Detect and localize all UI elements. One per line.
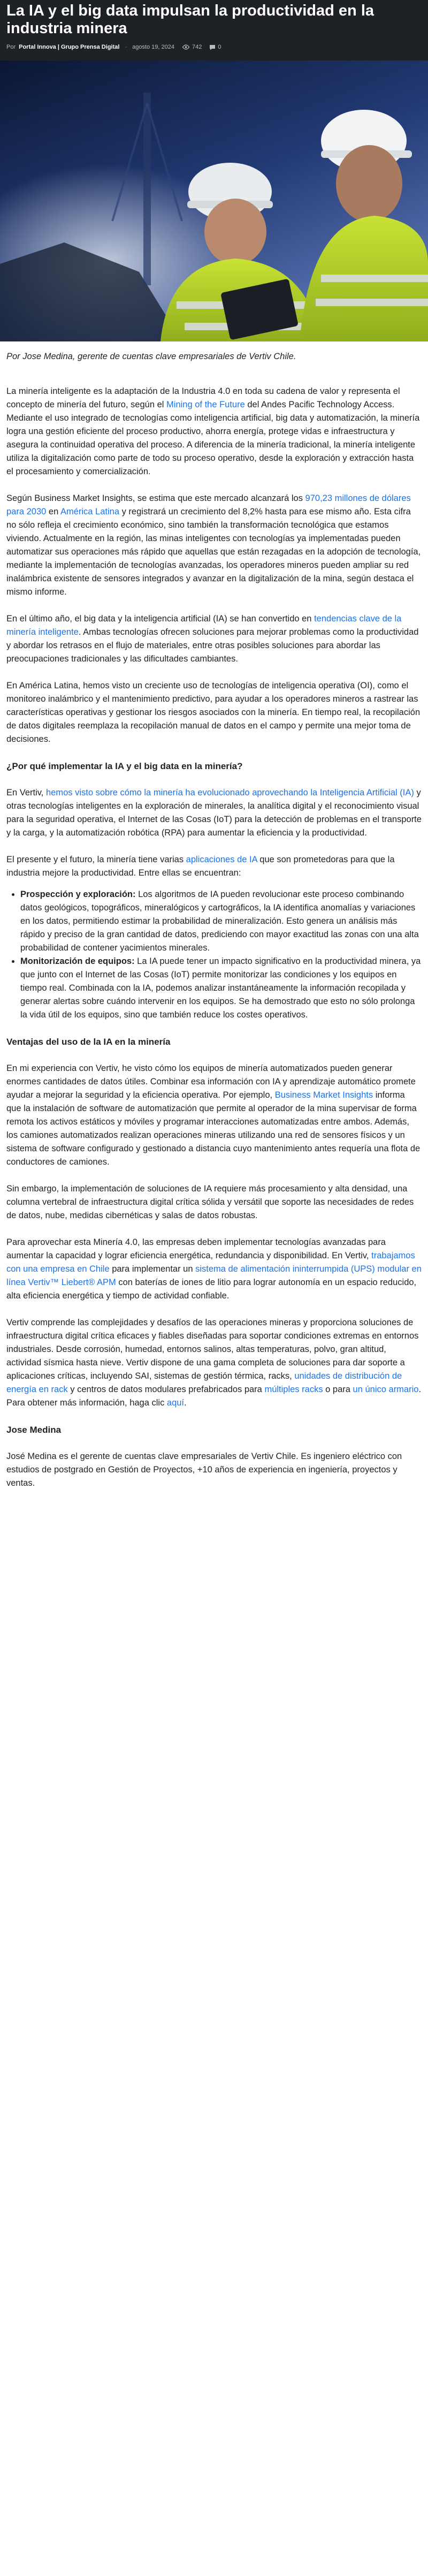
paragraph-text: La minería inteligente es la adaptación de la Industria 4.0 en toda su cadena de valor y representa el concepto de minería del futuro, según el xyxy=(6,386,400,409)
paragraph xyxy=(6,612,422,666)
article-title: La IA y el big data impulsan la productividad en la industria minera xyxy=(6,2,374,37)
market-value-link[interactable]: 970,23 millones de dólares para 2030 xyxy=(6,493,411,516)
paragraph-text: y otras tecnologías inteligentes en la exploración de minerales, la analítica digital y el reconocimiento visual para la seguridad operativa, el Internet de las Cosas (IoT) para la detección de problemas en el transporte y la carga, y la automatización robótica (RPA) para aumentar la eficiencia y la productividad. xyxy=(6,788,422,838)
benefits-list xyxy=(6,888,422,1022)
views-count: 742 xyxy=(192,44,202,50)
section-heading-why: ¿Por qué implementar la IA y el big data en la minería? xyxy=(6,761,243,771)
article-meta xyxy=(6,44,221,50)
paragraph-text: Vertiv comprende las complejidades y desafíos de las operaciones mineras y proporciona soluciones de infraestructura digital crítica eficaces y fiables diseñadas para soportar condiciones extremas en entornos industriales. Desde corrosión, humedad, entornos salinos, altas temperaturas, polvo, gran altitud, actividad sísmica hasta nieve. Vertiv dispone de una gama completa de soluciones para dar soporte a aplicaciones críticas, incluyendo SAI, sistemas de gestión térmica, racks, xyxy=(6,1318,419,1381)
ups-system-link[interactable]: sistema de alimentación ininterrumpida (UPS) modular en línea Vertiv™ Liebert® APM xyxy=(6,1264,422,1287)
section-heading-advantages: Ventajas del uso de la IA en la minería xyxy=(6,1037,171,1047)
paragraph xyxy=(6,853,422,880)
paragraph-text: . Ambas tecnologías ofrecen soluciones para mejorar problemas como la productividad y abordar los retrasos en el flujo de materiales, entre otras posibles soluciones para abordar las preocupaciones tradicionales y las dificultades cambiantes. xyxy=(6,627,419,664)
paragraph-text: Para aprovechar esta Minería 4.0, las empresas deben implementar tecnologías avanzadas para aumentar la capacidad y lograr eficiencia energética, redundancia y disponibilidad. En Vertiv, xyxy=(6,1237,386,1260)
single-cabinet-link[interactable]: un único armario xyxy=(353,1385,419,1394)
article-body xyxy=(0,350,428,1490)
list-item xyxy=(20,888,422,955)
paragraph-text: En el último año, el big data y la inteligencia artificial (IA) se han convertido en xyxy=(6,614,315,624)
paragraph-text: en xyxy=(46,507,60,516)
paragraph-text: o para xyxy=(323,1385,353,1394)
paragraph-text: Según Business Market Insights, se estima que este mercado alcanzará los xyxy=(6,493,305,503)
latin-america-link[interactable]: América Latina xyxy=(60,507,120,516)
publish-date: agosto 19, 2024 xyxy=(132,44,174,50)
list-item-text: Los algoritmos de IA pueden revolucionar este proceso combinando datos geológicos, topográficos, mineralógicos y cartográficos, la IA identifica anomalías y variaciones en los datos, permitiendo estimar la probabilidad de mineralización. Esto genera un análisis más rápido y preciso de la gran cantidad de datos, prediciendo con mayor exactitud las zonas con una alta probabilidad de contener yacimientos minerales. xyxy=(20,890,419,953)
comments-count: 0 xyxy=(218,44,221,50)
paragraph: Sin embargo, la implementación de soluciones de IA requiere más procesamiento y alta densidad, una columna vertebral de infraestructura digital crítica sólida y versátil que soporte las necesidades de redes de datos, nube, medidas cibernéticas y salas de datos robustas. xyxy=(6,1184,414,1220)
author-link[interactable]: Portal Innova | Grupo Prensa Digital xyxy=(19,44,120,50)
paragraph xyxy=(6,492,422,599)
hero-image xyxy=(0,60,428,341)
paragraph-text: con baterías de iones de litio para lograr autonomía en un espacio reducido, alta eficiencia energética y tiempo de actividad confiable. xyxy=(6,1278,417,1301)
rack-pdu-link[interactable]: unidades de distribución de energía en rack xyxy=(6,1371,402,1394)
image-caption: Por Jose Medina, gerente de cuentas clave empresariales de Vertiv Chile. xyxy=(6,352,296,361)
ai-applications-link[interactable]: aplicaciones de IA xyxy=(186,855,257,864)
paragraph xyxy=(6,1236,422,1303)
paragraph-text: . Para obtener más información, haga clic xyxy=(6,1385,422,1408)
chile-company-link[interactable]: trabajamos con una empresa en Chile xyxy=(6,1251,415,1274)
eye-icon xyxy=(182,44,190,50)
vertiv-ai-mining-link[interactable]: hemos visto sobre cómo la minería ha evolucionado aprovechando la Inteligencia Artificial (IA) xyxy=(45,788,414,797)
mining-future-link[interactable]: Mining of the Future xyxy=(166,400,245,409)
multiple-racks-link[interactable]: múltiples racks xyxy=(264,1385,323,1394)
paragraph-text: que son prometedoras para que la industria mejore la productividad. Entre ellas se encuentran: xyxy=(6,855,395,878)
comments-counter[interactable] xyxy=(209,44,221,50)
paragraph xyxy=(6,786,422,840)
business-market-insights-link[interactable]: Business Market Insights xyxy=(274,1090,373,1100)
paragraph-text: En mi experiencia con Vertiv, he visto cómo los equipos de minería automatizados pueden generar enormes cantidades de datos útiles. Combinar esa información con IA y aprendizaje automático promete ayudar a mejorar la seguridad y la eficiencia operativa. Por ejemplo, xyxy=(6,1063,416,1100)
paragraph-text: y centros de datos modulares prefabricados para xyxy=(67,1385,265,1394)
paragraph-text: del Andes Pacific Technology Access. Mediante el uso integrado de tecnologías como inteligencia artificial, big data y automatización, la minería logra una gestión eficiente del proceso productivo, ahorra energía, protege vidas e infraestructura y asegura la continuidad operativa del proceso. A diferencia de la minería tradicional, la minería inteligente utiliza la digitalización como parte de todo su proceso operativo, desde la exploración y extracción hasta el procesamiento y comercialización. xyxy=(6,400,420,476)
paragraph-text: En Vertiv, xyxy=(6,788,46,797)
trends-link[interactable]: tendencias clave de la minería inteligente xyxy=(6,614,402,637)
views-counter xyxy=(182,44,202,50)
article-header xyxy=(0,0,428,60)
paragraph-text: informa que la instalación de software de automatización que permite al operador de la mina supervisar de forma remota los activos estáticos y móviles y programar interacciones automatizadas entre ambos. Además, los camiones automatizados realizan operaciones mineras utilizando una red de sensores físicos y un sistema de software configurado y gestionado a distancia cuyo mantenimiento antes requería una flota de conductores de camiones. xyxy=(6,1090,421,1167)
paragraph: En América Latina, hemos visto un creciente uso de tecnologías de inteligencia operativa (OI), como el monitoreo inalámbrico y el mantenimiento predictivo, para ayudar a los operadores mineros a rastrear las características operativas y gestionar los riesgos asociados con la minería. En tiempo real, la recopilación de datos digitales reemplaza la recopilación manual de datos en el campo y permite una mejor toma de decisiones. xyxy=(6,681,421,744)
paragraph xyxy=(6,1062,422,1169)
comment-icon xyxy=(209,44,216,50)
list-item-title: Prospección y exploración: xyxy=(20,890,136,899)
paragraph-text: El presente y el futuro, la minería tiene varias xyxy=(6,855,186,864)
paragraph-text: para implementar un xyxy=(109,1264,196,1274)
list-item-title: Monitorización de equipos: xyxy=(20,956,135,966)
paragraph-text: . xyxy=(184,1398,187,1408)
author-bio: José Medina es el gerente de cuentas clave empresariales de Vertiv Chile. Es ingeniero eléctrico con estudios de postgrado en Gestión de Proyectos, +10 años de experiencia en ingeniería, proyectos y ventas. xyxy=(6,1452,402,1488)
paragraph xyxy=(6,385,422,478)
meta-separator: - xyxy=(125,44,127,50)
paragraph-text: y registrará un crecimiento del 8,2% hasta para ese mismo año. Esta cifra no sólo refleja el crecimiento económico, sino también la transformación tecnológica que estamos viviendo. Actualmente en la región, las minas inteligentes con tecnologías ya implementadas pueden automatizar sus operaciones más rápido que aquellas que están rezagadas en la adopción de tecnología, mediante la implementación de tecnologías avanzadas, los operadores mineros pueden ampliar su red inalámbrica existente de sensores integrados y avanzar en la digitalización de la mina, según destaca el mismo informe. xyxy=(6,507,421,597)
paragraph xyxy=(6,1316,422,1410)
list-item xyxy=(20,955,422,1022)
author-heading: Jose Medina xyxy=(6,1425,62,1435)
by-label: Por xyxy=(6,44,16,50)
click-here-link[interactable]: aquí xyxy=(166,1398,185,1408)
list-item-text: La IA puede tener un impacto significativo en la productividad minera, ya que junto con el Internet de las Cosas (IoT) permite monitorizar las condiciones y los equipos en tiempo real. Combinada con la IA, podemos analizar instantáneamente la información recopilada y generar alertas sobre cuándo intervenir en los equipos. Se ha demostrado que esto no sólo prolonga la vida útil de los equipos, sino que también reduce los costes operativos. xyxy=(20,956,421,1020)
